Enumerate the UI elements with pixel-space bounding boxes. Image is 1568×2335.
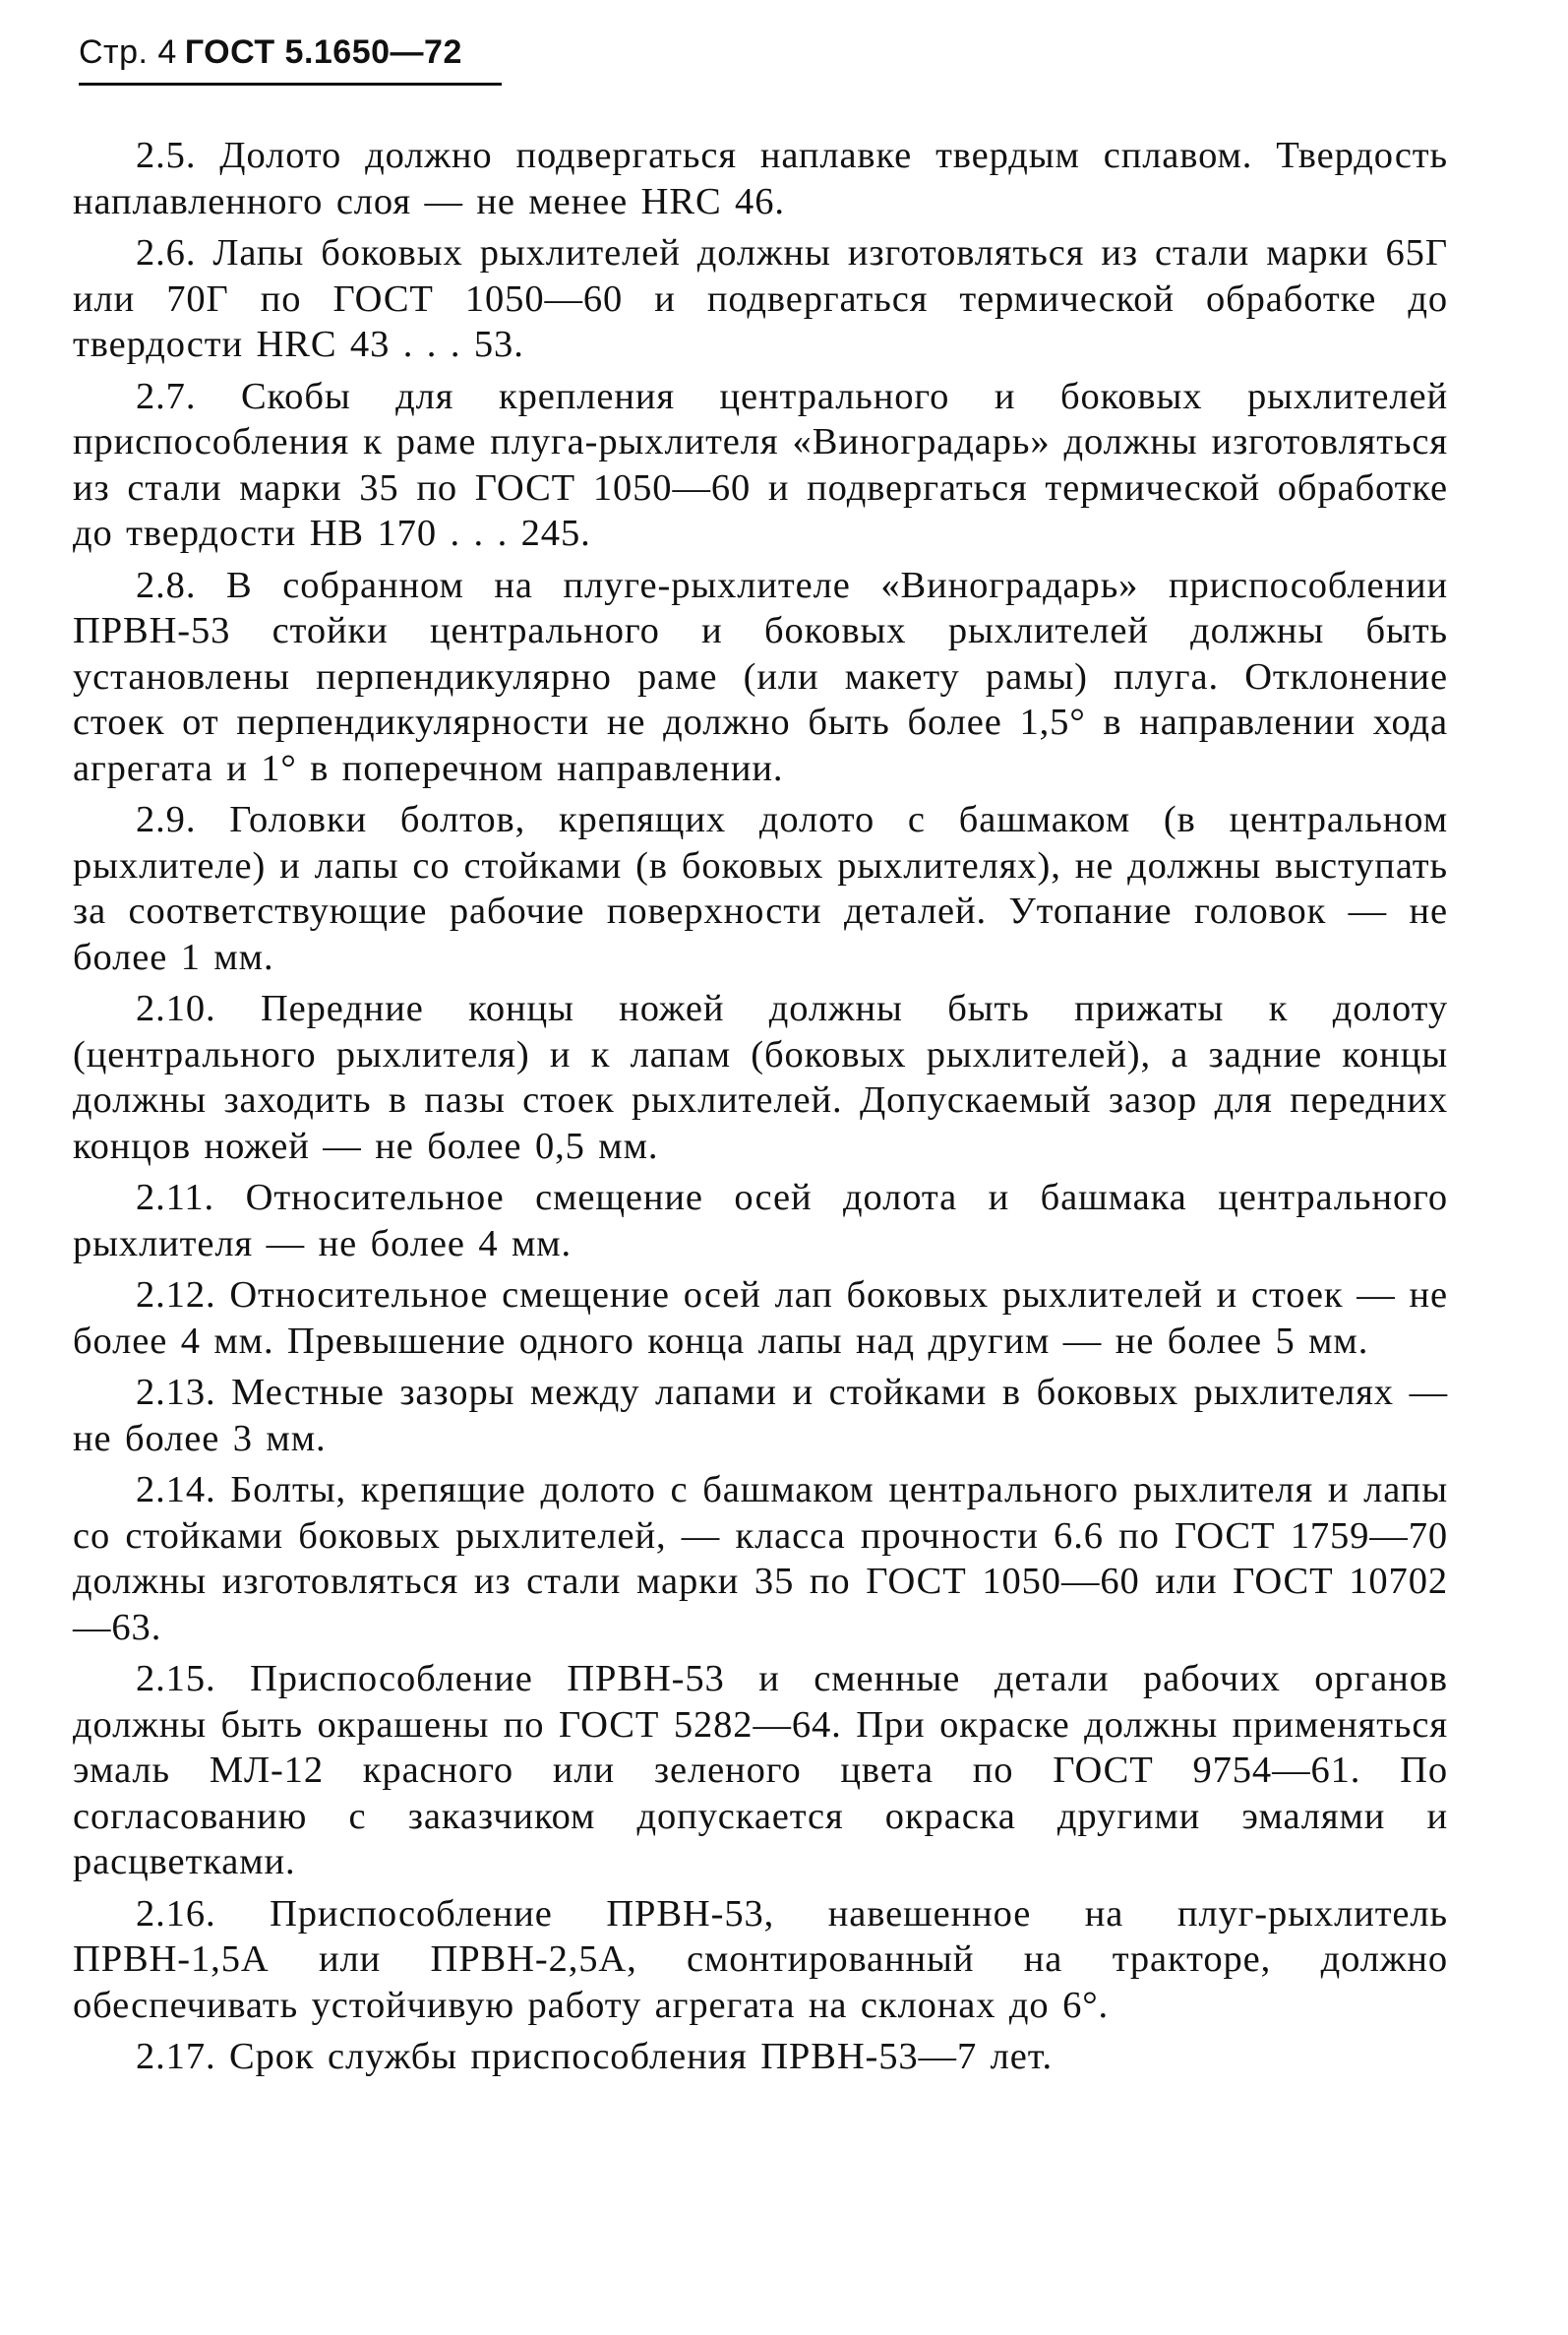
clause-text: Срок службы приспособления ПРВН-53—7 лет. bbox=[229, 2036, 1054, 2077]
header-rule bbox=[79, 83, 502, 86]
clause-2-17 bbox=[73, 2034, 1448, 2080]
clause-number: 2.15. bbox=[136, 1658, 216, 1699]
clause-number: 2.7. bbox=[136, 375, 197, 417]
clause-list bbox=[73, 133, 1448, 2086]
clause-2-11 bbox=[73, 1175, 1448, 1266]
clause-2-9 bbox=[73, 797, 1448, 980]
clause-text: Болты, крепящие долото с башмаком центрального рыхлителя и лапы со стойками боковых рыхлителей, — класса прочности 6.6 по ГОСТ 1759—70 должны изготовляться из стали марки 35 по ГОСТ 1050—60 или ГОСТ 10702—63. bbox=[73, 1469, 1448, 1648]
clause-text: Приспособление ПРВН-53, навешенное на плуг-рыхлитель ПРВН-1,5А или ПРВН-2,5А, смонтированный на тракторе, должно обеспечивать устойчивую работу агрегата на склонах до 6°. bbox=[73, 1892, 1448, 2026]
clause-2-12 bbox=[73, 1272, 1448, 1364]
clause-number: 2.5. bbox=[136, 135, 197, 176]
clause-number: 2.14. bbox=[136, 1469, 216, 1510]
clause-2-7 bbox=[73, 374, 1448, 557]
clause-number: 2.6. bbox=[136, 232, 197, 274]
clause-2-10 bbox=[73, 986, 1448, 1169]
clause-number: 2.13. bbox=[136, 1372, 216, 1413]
clause-number: 2.9. bbox=[136, 799, 197, 840]
clause-text: Местные зазоры между лапами и стойками в боковых рыхлителях — не более 3 мм. bbox=[73, 1372, 1448, 1459]
clause-text: Скобы для крепления центрального и боковых рыхлителей приспособления к раме плуга-рыхлителя «Виноградарь» должны изготовляться из стали марки 35 по ГОСТ 1050—60 и подвергаться термической обработке до твердости НВ 170 . . . 245. bbox=[73, 375, 1448, 554]
clause-text: Относительное смещение осей лап боковых рыхлителей и стоек — не более 4 мм. Превышение одного конца лапы над другим — не более 5 мм. bbox=[73, 1274, 1448, 1362]
clause-number: 2.12. bbox=[136, 1274, 216, 1316]
clause-2-14 bbox=[73, 1467, 1448, 1650]
clause-number: 2.8. bbox=[136, 564, 197, 606]
clause-text: Лапы боковых рыхлителей должны изготовляться из стали марки 65Г или 70Г по ГОСТ 1050—60 и подвергаться термической обработке до твердости HRC 43 . . . 53. bbox=[73, 232, 1448, 365]
standard-id: ГОСТ 5.1650—72 bbox=[184, 33, 462, 71]
clause-number: 2.10. bbox=[136, 988, 216, 1029]
clause-text: Передние концы ножей должны быть прижаты к долоту (центрального рыхлителя) и к лапам (боковых рыхлителей), а задние концы должны заходить в пазы стоек рыхлителей. Допускаемый зазор для передних концов ножей — не более 0,5 мм. bbox=[73, 988, 1448, 1167]
clause-number: 2.16. bbox=[136, 1892, 216, 1935]
clause-text: В собранном на плуге-рыхлителе «Виноградарь» приспособлении ПРВН-53 стойки центрального и боковых рыхлителей должны быть установлены перпендикулярно раме (или макету рамы) плуга. Отклонение стоек от перпендикулярности не должно быть более 1,5° в направлении хода агрегата и 1° в поперечном направлении. bbox=[73, 564, 1448, 789]
clause-text: Относительное смещение осей долота и башмака центрального рыхлителя — не более 4 мм. bbox=[73, 1177, 1448, 1264]
running-header bbox=[79, 30, 502, 75]
clause-2-5 bbox=[73, 133, 1448, 224]
clause-number: 2.11. bbox=[136, 1177, 215, 1218]
clause-2-6 bbox=[73, 230, 1448, 368]
page-header bbox=[79, 30, 502, 86]
clause-2-13 bbox=[73, 1370, 1448, 1461]
clause-2-8 bbox=[73, 563, 1448, 792]
clause-2-16 bbox=[73, 1891, 1448, 2029]
page-number-label: Стр. 4 bbox=[79, 33, 177, 71]
clause-text: Приспособление ПРВН-53 и сменные детали рабочих органов должны быть окрашены по ГОСТ 5282—64. При окраске должны применяться эмаль МЛ-12 красного или зеленого цвета по ГОСТ 9754—61. По согласованию с заказчиком допускается окраска другими эмалями и расцветками. bbox=[73, 1658, 1448, 1882]
clause-2-15 bbox=[73, 1656, 1448, 1885]
clause-text: Головки болтов, крепящих долото с башмаком (в центральном рыхлителе) и лапы со стойками (в боковых рыхлителях), не должны выступать за соответствующие рабочие поверхности деталей. Утопание головок — не более 1 мм. bbox=[73, 799, 1448, 978]
clause-text: Долото должно подвергаться наплавке твердым сплавом. Твердость наплавленного слоя — не менее HRC 46. bbox=[73, 135, 1448, 222]
clause-number: 2.17. bbox=[136, 2036, 216, 2077]
